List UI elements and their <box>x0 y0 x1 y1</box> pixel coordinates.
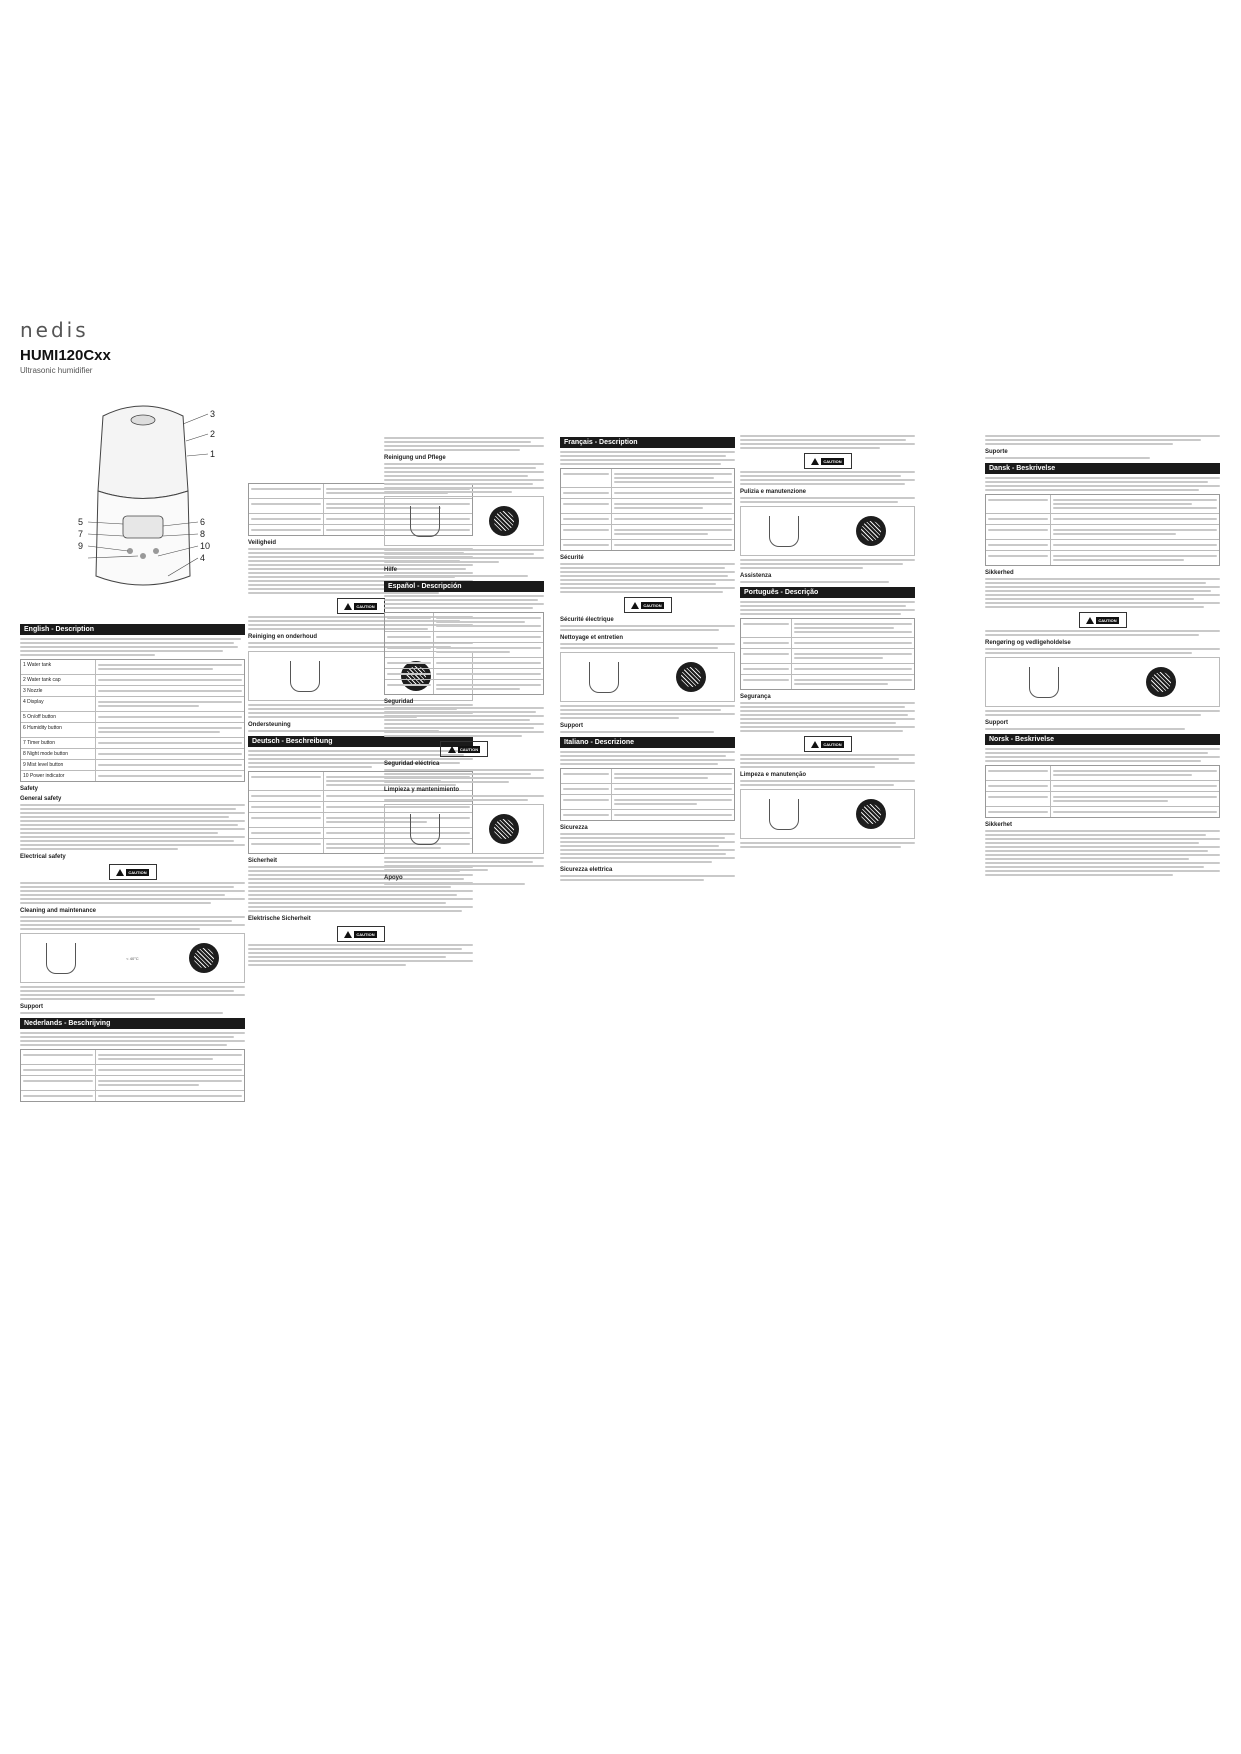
table-row: 3 Nozzle <box>21 686 96 696</box>
subheading: Hilfe <box>384 567 398 573</box>
warning-icon <box>1086 617 1094 624</box>
subheading: Sicurezza elettrica <box>560 867 613 873</box>
subheading: Sikkerhed <box>985 570 1014 576</box>
transducer-grille-icon <box>856 799 886 829</box>
cleaning-figure <box>985 657 1220 707</box>
subheading: Seguridad <box>384 699 414 705</box>
subheading: Rengøring og vedligeholdelse <box>985 640 1071 646</box>
column-german-spanish <box>384 435 544 887</box>
water-cup-icon <box>769 516 799 547</box>
subheading: Support <box>985 720 1008 726</box>
warning-icon <box>631 602 639 609</box>
section-title-norwegian: Norsk - Beskrivelse <box>985 734 1220 745</box>
caution-label: CAUTION <box>804 736 852 752</box>
table-row: 8 Night mode button <box>21 749 96 759</box>
callout-3: 3 <box>210 409 216 419</box>
callout-10: 10 <box>200 541 211 551</box>
subheading: General safety <box>20 796 62 802</box>
callout-6: 6 <box>200 517 206 527</box>
cleaning-figure <box>740 789 915 839</box>
caution-label: CAUTION <box>804 453 852 469</box>
warning-icon <box>344 603 352 610</box>
column-french-italian <box>560 433 735 883</box>
transducer-grille-icon <box>676 662 706 692</box>
subheading: Sicurezza <box>560 825 588 831</box>
section-title-french: Français - Description <box>560 437 735 448</box>
warning-icon <box>811 458 819 465</box>
subheading: Support <box>560 723 583 729</box>
water-cup-icon <box>589 662 619 693</box>
subheading: Sicherheit <box>248 858 278 864</box>
product-subtitle: Ultrasonic humidifier <box>20 366 93 375</box>
subheading: Sécurité <box>560 555 584 561</box>
table-row: 5 On/off button <box>21 712 96 722</box>
table-row: 6 Humidity button <box>21 723 96 737</box>
caution-label: CAUTION <box>440 741 488 757</box>
column-english <box>20 620 245 1105</box>
subheading: Apoyo <box>384 875 403 881</box>
cleaning-figure <box>740 506 915 556</box>
subheading: Reiniging en onderhoud <box>248 634 317 640</box>
callout-9: 9 <box>78 541 84 551</box>
callout-1: 1 <box>210 449 216 459</box>
column-italian-portuguese <box>740 433 915 850</box>
subheading: Limpieza y mantenimiento <box>384 787 460 793</box>
transducer-grille-icon <box>489 814 519 844</box>
callout-4: 4 <box>200 553 206 563</box>
table-row: 7 Timer button <box>21 738 96 748</box>
warning-icon <box>448 746 456 753</box>
cleaning-figure <box>384 804 544 854</box>
callout-8: 8 <box>200 529 206 539</box>
table-row: 10 Power indicator <box>21 771 96 781</box>
model-number: HUMI120Cxx <box>20 347 111 364</box>
column-danish-norwegian <box>985 433 1220 878</box>
cleaning-figure <box>560 652 735 702</box>
warning-icon <box>116 869 124 876</box>
subheading: Cleaning and maintenance <box>20 908 97 914</box>
caution-label: CAUTION <box>624 597 672 613</box>
caution-label: CAUTION <box>1079 612 1127 628</box>
section-title-english: English - Description <box>20 624 245 635</box>
subheading: Reinigung und Pflege <box>384 455 446 461</box>
table-row: 4 Display <box>21 697 96 711</box>
subheading: Seguridad eléctrica <box>384 761 440 767</box>
caution-label: CAUTION <box>109 864 157 880</box>
callout-7: 7 <box>78 529 84 539</box>
callout-2: 2 <box>210 429 216 439</box>
section-title-danish: Dansk - Beskrivelse <box>985 463 1220 474</box>
section-title-dutch: Nederlands - Beschrijving <box>20 1018 245 1029</box>
section-title-spanish: Español - Descripción <box>384 581 544 592</box>
subheading: Safety <box>20 786 39 792</box>
transducer-grille-icon <box>489 506 519 536</box>
product-diagram <box>68 396 218 606</box>
water-cup-icon <box>410 814 440 845</box>
water-cup-icon <box>46 943 76 974</box>
water-cup-icon <box>290 661 320 692</box>
subheading: Sikkerhet <box>985 822 1013 828</box>
subheading: Pulizia e manutenzione <box>740 489 807 495</box>
transducer-grille-icon <box>189 943 219 973</box>
table-row: 2 Water tank cap <box>21 675 96 685</box>
subheading: Elektrische Sicherheit <box>248 916 311 922</box>
warning-icon <box>344 931 352 938</box>
warning-icon <box>811 741 819 748</box>
water-cup-icon <box>1029 667 1059 698</box>
subheading: Suporte <box>985 449 1008 455</box>
brand-logo: nedis <box>20 318 89 342</box>
subheading: Veiligheid <box>248 540 277 546</box>
table-row: 9 Mist level button <box>21 760 96 770</box>
subheading: Electrical safety <box>20 854 66 860</box>
transducer-grille-icon <box>1146 667 1176 697</box>
water-cup-icon <box>410 506 440 537</box>
section-title-italian: Italiano - Descrizione <box>560 737 735 748</box>
callout-5: 5 <box>78 517 84 527</box>
subheading: Segurança <box>740 694 771 700</box>
water-cup-icon <box>769 799 799 830</box>
caution-label: CAUTION <box>337 926 385 942</box>
component-table <box>20 659 245 782</box>
subheading: Sécurité électrique <box>560 617 614 623</box>
caution-label: CAUTION <box>337 598 385 614</box>
subheading: Support <box>20 1004 43 1010</box>
cleaning-figure: < 40°C <box>20 933 245 983</box>
subheading: Assistenza <box>740 573 772 579</box>
transducer-grille-icon <box>856 516 886 546</box>
subheading: Limpeza e manutenção <box>740 772 807 778</box>
section-title-german: Deutsch - Beschreibung <box>248 736 473 747</box>
table-row: 1 Water tank <box>21 660 96 674</box>
subheading: Ondersteuning <box>248 722 291 728</box>
subheading: Nettoyage et entretien <box>560 635 624 641</box>
cleaning-figure <box>384 496 544 546</box>
section-title-portuguese: Português - Descrição <box>740 587 915 598</box>
